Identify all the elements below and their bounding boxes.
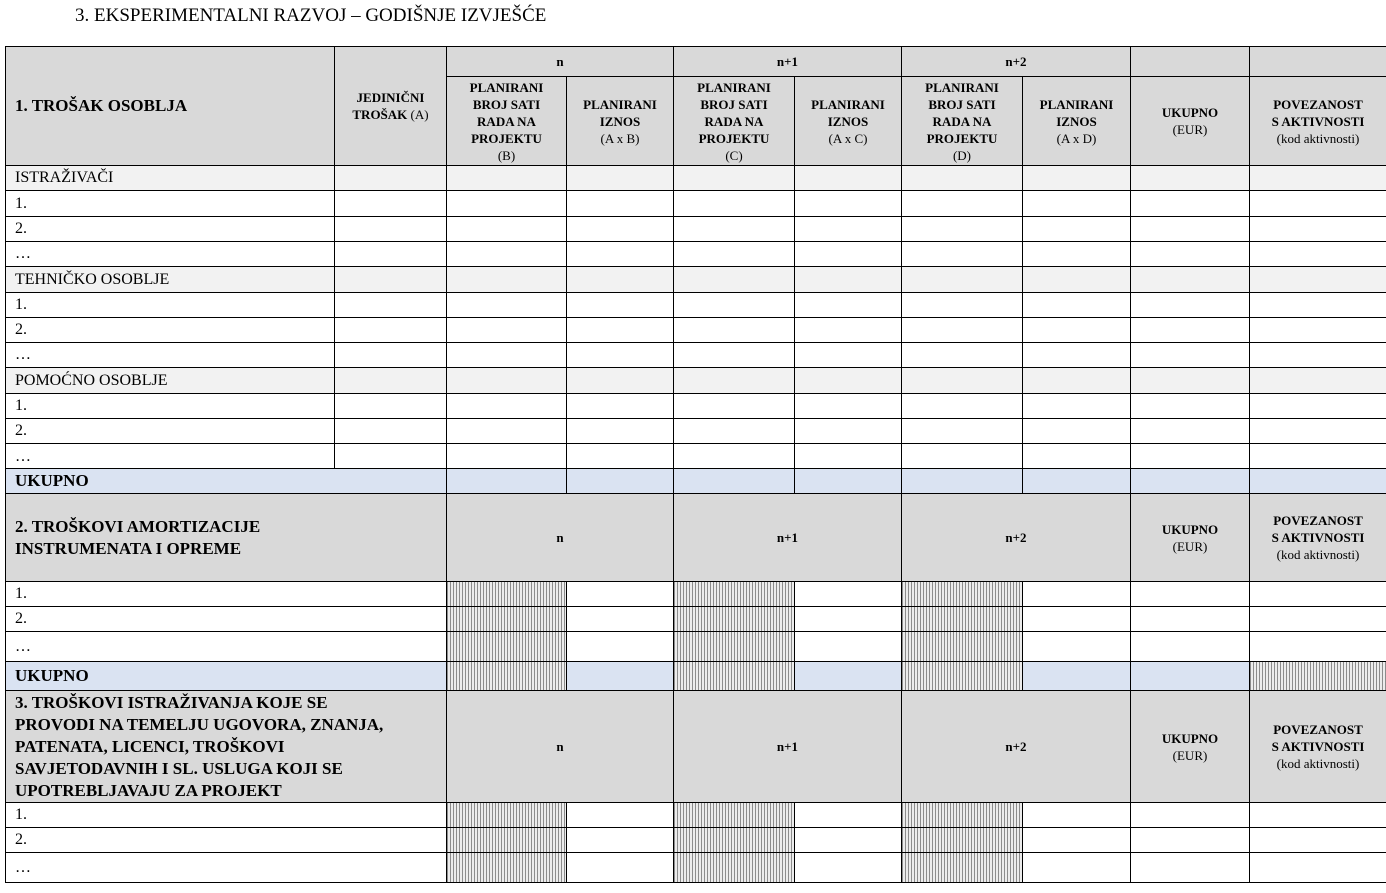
disabled-cell <box>673 606 795 632</box>
group-cell <box>901 266 1023 293</box>
group-cell <box>446 367 567 394</box>
input-cell[interactable] <box>1249 241 1386 267</box>
total-label: UKUPNO <box>1161 730 1219 746</box>
disabled-cell <box>673 802 795 828</box>
input-cell[interactable] <box>334 216 447 242</box>
total-eur-header <box>1130 493 1250 582</box>
planned-amount-label: IZNOS <box>599 113 641 129</box>
activity-link-label: S AKTIVNOSTI <box>1271 530 1365 545</box>
row-label <box>5 317 335 343</box>
group-cell <box>901 165 1023 191</box>
input-cell[interactable] <box>1022 631 1131 662</box>
input-cell[interactable] <box>901 190 1023 217</box>
input-cell[interactable] <box>1022 216 1131 242</box>
total-cell[interactable] <box>1022 468 1131 494</box>
group-cell <box>794 165 902 191</box>
disabled-cell <box>446 852 567 883</box>
planned-amount-sub: (A x B) <box>600 130 640 146</box>
disabled-cell <box>446 606 567 632</box>
input-cell[interactable] <box>566 802 674 828</box>
group-cell <box>566 165 674 191</box>
planned-hours-label: PLANIRANI <box>925 79 999 95</box>
total-unit: (EUR) <box>1172 122 1208 137</box>
input-cell[interactable] <box>334 342 447 368</box>
disabled-cell <box>673 581 795 607</box>
planned-amount-header <box>566 76 674 166</box>
planned-amount-label: IZNOS <box>827 113 869 129</box>
input-cell[interactable] <box>673 241 795 267</box>
group-cell <box>1249 165 1386 191</box>
row-label <box>5 606 447 632</box>
input-cell[interactable] <box>334 418 447 444</box>
total-cell[interactable] <box>794 661 902 691</box>
input-cell[interactable] <box>794 802 902 828</box>
disabled-cell <box>901 802 1023 828</box>
period-header-2 <box>901 493 1131 582</box>
planned-hours-sub: (D) <box>952 147 972 163</box>
activity-link-sub: (kod aktivnosti) <box>1276 756 1360 771</box>
input-cell[interactable] <box>334 317 447 343</box>
activity-link-header <box>1249 493 1386 582</box>
planned-hours-header <box>446 76 567 166</box>
input-cell[interactable] <box>1130 443 1250 470</box>
input-cell[interactable] <box>446 190 567 217</box>
activity-link-label: S AKTIVNOSTI <box>1271 739 1365 754</box>
row-number: 1. <box>15 194 27 212</box>
group-cell <box>446 165 567 191</box>
input-cell[interactable] <box>446 418 567 444</box>
input-cell[interactable] <box>901 443 1023 470</box>
total-label: UKUPNO <box>1161 105 1219 120</box>
input-cell[interactable] <box>1022 190 1131 217</box>
row-number: 2. <box>15 220 27 237</box>
row-label <box>5 241 335 267</box>
period-header-1 <box>673 493 902 582</box>
section-3-title <box>5 690 447 803</box>
row-label <box>5 443 335 470</box>
input-cell[interactable] <box>794 443 902 470</box>
group-cell <box>901 367 1023 394</box>
input-cell[interactable] <box>673 393 795 419</box>
unit-cost-label: JEDINIČNI <box>356 90 425 105</box>
planned-amount-label: PLANIRANI <box>811 96 885 112</box>
planned-hours-label: PLANIRANI <box>697 79 771 95</box>
planned-hours-label: PROJEKTU <box>471 130 542 146</box>
planned-hours-header <box>901 76 1023 166</box>
section-3-title-text: UPOTREBLJAVAJU ZA PROJEKT <box>15 780 282 800</box>
group-cell <box>673 165 795 191</box>
total-label: UKUPNO <box>1161 521 1219 537</box>
input-cell[interactable] <box>1022 606 1131 632</box>
group-cell <box>1130 266 1250 293</box>
activity-link-sub: (kod aktivnosti) <box>1276 130 1360 146</box>
period-header-0 <box>446 690 674 803</box>
activity-link-header <box>1249 76 1386 166</box>
input-cell[interactable] <box>794 581 902 607</box>
input-cell[interactable] <box>1022 241 1131 267</box>
input-cell[interactable] <box>1249 317 1386 343</box>
input-cell[interactable] <box>673 342 795 368</box>
input-cell[interactable] <box>566 317 674 343</box>
input-cell[interactable] <box>1249 852 1386 883</box>
input-cell[interactable] <box>673 292 795 318</box>
group-cell <box>334 367 447 394</box>
activity-link-header-top <box>1249 46 1386 77</box>
planned-hours-label: BROJ SATI <box>928 96 996 112</box>
disabled-cell <box>901 827 1023 853</box>
input-cell[interactable] <box>794 393 902 419</box>
input-cell[interactable] <box>794 190 902 217</box>
input-cell[interactable] <box>1130 216 1250 242</box>
input-cell[interactable] <box>1130 631 1250 662</box>
planned-amount-sub: (A x C) <box>828 130 868 146</box>
planned-amount-sub: (A x D) <box>1056 130 1097 146</box>
page-title: 3. EKSPERIMENTALNI RAZVOJ – GODIŠNJE IZVJEŠĆE <box>75 5 547 26</box>
input-cell[interactable] <box>446 216 567 242</box>
period-header-1 <box>673 46 902 77</box>
input-cell[interactable] <box>566 418 674 444</box>
input-cell[interactable] <box>334 292 447 318</box>
row-number: 2. <box>15 422 27 439</box>
row-label <box>5 418 335 444</box>
group-cell <box>334 266 447 293</box>
input-cell[interactable] <box>446 292 567 318</box>
disabled-cell <box>446 802 567 828</box>
disabled-cell <box>446 631 567 662</box>
section-3-title-text: SAVJETODAVNIH I SL. USLUGA KOJI SE <box>15 758 343 778</box>
input-cell[interactable] <box>673 190 795 217</box>
input-cell[interactable] <box>794 631 902 662</box>
unit-cost-header <box>334 46 447 166</box>
row-number: … <box>15 245 31 262</box>
input-cell[interactable] <box>901 216 1023 242</box>
total-eur-header <box>1130 690 1250 803</box>
group-cell <box>1130 367 1250 394</box>
input-cell[interactable] <box>901 393 1023 419</box>
group-cell <box>1249 266 1386 293</box>
disabled-cell <box>673 631 795 662</box>
total-cell[interactable] <box>1022 661 1131 691</box>
input-cell[interactable] <box>1022 581 1131 607</box>
row-number: 1. <box>15 806 27 823</box>
unit-cost-label: (A) <box>407 107 429 122</box>
planned-hours-header <box>673 76 795 166</box>
input-cell[interactable] <box>901 317 1023 343</box>
input-cell[interactable] <box>566 216 674 242</box>
input-cell[interactable] <box>1249 581 1386 607</box>
period-header-1 <box>673 690 902 803</box>
input-cell[interactable] <box>446 241 567 267</box>
disabled-cell <box>901 852 1023 883</box>
input-cell[interactable] <box>1249 216 1386 242</box>
row-label <box>5 190 335 217</box>
group-cell <box>794 367 902 394</box>
planned-hours-sub: (C) <box>725 147 743 163</box>
planned-hours-label: BROJ SATI <box>700 96 768 112</box>
total-text: UKUPNO <box>15 471 89 490</box>
total-cell[interactable] <box>1130 661 1250 691</box>
planned-amount-header <box>794 76 902 166</box>
disabled-cell <box>673 661 795 691</box>
total-text: UKUPNO <box>15 666 89 685</box>
section-2-title-text: 2. TROŠKOVI AMORTIZACIJE <box>15 516 261 536</box>
input-cell[interactable] <box>794 827 902 853</box>
input-cell[interactable] <box>334 241 447 267</box>
group-name: POMOĆNO OSOBLJE <box>15 371 168 389</box>
planned-hours-label: RADA NA <box>477 113 536 129</box>
planned-amount-label: PLANIRANI <box>1039 96 1114 112</box>
disabled-cell <box>1249 661 1386 691</box>
row-number: … <box>15 858 31 876</box>
disabled-cell <box>901 581 1023 607</box>
disabled-cell <box>446 581 567 607</box>
activity-link-label: S AKTIVNOSTI <box>1271 113 1365 129</box>
group-cell <box>673 367 795 394</box>
input-cell[interactable] <box>1249 393 1386 419</box>
input-cell[interactable] <box>794 852 902 883</box>
period-label: n+1 <box>776 53 799 69</box>
period-label: n <box>556 529 564 545</box>
section-3-title-text: 3. TROŠKOVI ISTRAŽIVANJA KOJE SE <box>15 692 328 712</box>
period-label: n+1 <box>776 529 799 545</box>
row-number: 1. <box>15 585 27 602</box>
input-cell[interactable] <box>673 216 795 242</box>
input-cell[interactable] <box>794 216 902 242</box>
input-cell[interactable] <box>1130 190 1250 217</box>
period-label: n <box>556 53 564 69</box>
row-number: 2. <box>15 610 27 627</box>
period-header-0 <box>446 493 674 582</box>
input-cell[interactable] <box>1130 393 1250 419</box>
disabled-cell <box>901 631 1023 662</box>
input-cell[interactable] <box>566 606 674 632</box>
input-cell[interactable] <box>1022 418 1131 444</box>
disabled-cell <box>901 661 1023 691</box>
disabled-cell <box>446 827 567 853</box>
row-label <box>5 393 335 419</box>
input-cell[interactable] <box>1130 827 1250 853</box>
row-number: … <box>15 637 31 655</box>
input-cell[interactable] <box>794 606 902 632</box>
input-cell[interactable] <box>901 418 1023 444</box>
group-cell <box>446 266 567 293</box>
input-cell[interactable] <box>794 292 902 318</box>
row-label <box>5 581 447 607</box>
row-label <box>5 342 335 368</box>
row-label <box>5 631 447 662</box>
row-number: 2. <box>15 321 27 338</box>
input-cell[interactable] <box>1130 292 1250 318</box>
disabled-cell <box>901 606 1023 632</box>
group-cell <box>673 266 795 293</box>
row-label <box>5 802 447 828</box>
row-label <box>5 852 447 883</box>
input-cell[interactable] <box>1022 827 1131 853</box>
planned-hours-label: PLANIRANI <box>469 79 544 95</box>
planned-hours-label: BROJ SATI <box>472 96 541 112</box>
section-2-total <box>5 661 447 691</box>
input-cell[interactable] <box>901 292 1023 318</box>
section-1-total <box>5 468 447 494</box>
input-cell[interactable] <box>901 241 1023 267</box>
input-cell[interactable] <box>673 418 795 444</box>
period-header-0 <box>446 46 674 77</box>
input-cell[interactable] <box>566 631 674 662</box>
input-cell[interactable] <box>901 342 1023 368</box>
planned-hours-label: RADA NA <box>932 113 992 129</box>
input-cell[interactable] <box>566 827 674 853</box>
group-cell <box>1249 367 1386 394</box>
input-cell[interactable] <box>1249 606 1386 632</box>
input-cell[interactable] <box>1249 827 1386 853</box>
input-cell[interactable] <box>794 317 902 343</box>
planned-amount-label: PLANIRANI <box>583 96 657 112</box>
input-cell[interactable] <box>566 581 674 607</box>
section-3-title-text: PROVODI NA TEMELJU UGOVORA, ZNANJA, <box>15 714 384 734</box>
planned-amount-label: IZNOS <box>1056 113 1097 129</box>
planned-hours-label: PROJEKTU <box>926 130 998 146</box>
input-cell[interactable] <box>1249 292 1386 318</box>
group-cell <box>794 266 902 293</box>
row-number: … <box>15 447 31 465</box>
total-cell[interactable] <box>566 468 674 494</box>
input-cell[interactable] <box>1130 802 1250 828</box>
planned-hours-label: RADA NA <box>704 113 764 129</box>
disabled-cell <box>673 827 795 853</box>
period-label: n+1 <box>776 738 799 754</box>
disabled-cell <box>673 852 795 883</box>
input-cell[interactable] <box>1022 852 1131 883</box>
input-cell[interactable] <box>1022 802 1131 828</box>
period-label: n+2 <box>1005 53 1027 69</box>
input-cell[interactable] <box>566 852 674 883</box>
input-cell[interactable] <box>794 342 902 368</box>
input-cell[interactable] <box>1249 418 1386 444</box>
input-cell[interactable] <box>334 443 447 470</box>
input-cell[interactable] <box>794 418 902 444</box>
total-eur-header <box>1130 76 1250 166</box>
input-cell[interactable] <box>1249 190 1386 217</box>
period-header-2 <box>901 46 1131 77</box>
input-cell[interactable] <box>566 241 674 267</box>
row-label <box>5 292 335 318</box>
input-cell[interactable] <box>1130 418 1250 444</box>
group-label <box>5 266 335 293</box>
planned-hours-sub: (B) <box>497 147 516 163</box>
row-number: 1. <box>15 397 27 414</box>
input-cell[interactable] <box>566 292 674 318</box>
total-cell[interactable] <box>901 468 1023 494</box>
total-cell[interactable] <box>446 468 567 494</box>
activity-link-label: POVEZANOST <box>1273 513 1363 528</box>
input-cell[interactable] <box>673 317 795 343</box>
group-cell <box>566 266 674 293</box>
input-cell[interactable] <box>1130 606 1250 632</box>
planned-amount-header <box>1022 76 1131 166</box>
input-cell[interactable] <box>1130 581 1250 607</box>
activity-link-label: POVEZANOST <box>1273 96 1363 112</box>
input-cell[interactable] <box>446 317 567 343</box>
period-header-2 <box>901 690 1131 803</box>
input-cell[interactable] <box>1130 852 1250 883</box>
input-cell[interactable] <box>566 393 674 419</box>
group-name: ISTRAŽIVAČI <box>15 169 114 186</box>
input-cell[interactable] <box>1022 292 1131 318</box>
total-cell[interactable] <box>1130 468 1250 494</box>
input-cell[interactable] <box>334 190 447 217</box>
input-cell[interactable] <box>1022 443 1131 470</box>
input-cell[interactable] <box>566 342 674 368</box>
period-label: n+2 <box>1005 529 1027 545</box>
input-cell[interactable] <box>446 342 567 368</box>
input-cell[interactable] <box>1130 241 1250 267</box>
activity-link-header <box>1249 690 1386 803</box>
unit-cost-label: TROŠAK <box>352 107 408 122</box>
group-name: TEHNIČKO OSOBLJE <box>15 270 170 288</box>
input-cell[interactable] <box>446 443 567 470</box>
input-cell[interactable] <box>1249 802 1386 828</box>
input-cell[interactable] <box>1249 342 1386 368</box>
total-cell[interactable] <box>566 661 674 691</box>
section-1-title-text: 1. TROŠAK OSOBLJA <box>15 96 188 115</box>
section-3-title-text: PATENATA, LICENCI, TROŠKOVI <box>15 736 285 756</box>
input-cell[interactable] <box>446 393 567 419</box>
group-label <box>5 367 335 394</box>
input-cell[interactable] <box>1130 317 1250 343</box>
section-2-title-text: INSTRUMENATA I OPREME <box>15 538 242 558</box>
group-cell <box>1130 165 1250 191</box>
total-cell[interactable] <box>673 468 795 494</box>
period-label: n+2 <box>1005 738 1027 754</box>
input-cell[interactable] <box>1130 342 1250 368</box>
input-cell[interactable] <box>566 190 674 217</box>
activity-link-sub: (kod aktivnosti) <box>1276 547 1360 562</box>
input-cell[interactable] <box>1249 631 1386 662</box>
row-label <box>5 827 447 853</box>
planned-hours-label: PROJEKTU <box>698 130 770 146</box>
input-cell[interactable] <box>1249 443 1386 470</box>
input-cell[interactable] <box>673 443 795 470</box>
group-label <box>5 165 335 191</box>
group-cell <box>1022 165 1131 191</box>
input-cell[interactable] <box>1022 393 1131 419</box>
group-cell <box>1022 367 1131 394</box>
total-eur-header-top <box>1130 46 1250 77</box>
activity-link-label: POVEZANOST <box>1273 722 1363 737</box>
input-cell[interactable] <box>1022 317 1131 343</box>
section-1-title <box>5 46 335 166</box>
group-cell <box>1022 266 1131 293</box>
group-cell <box>334 165 447 191</box>
input-cell[interactable] <box>794 241 902 267</box>
row-number: 1. <box>15 296 27 313</box>
section-2-title <box>5 493 447 582</box>
total-unit: (EUR) <box>1172 747 1208 763</box>
row-number: … <box>15 346 31 363</box>
disabled-cell <box>446 661 567 691</box>
total-cell[interactable] <box>1249 468 1386 494</box>
row-number: 2. <box>15 831 27 848</box>
total-unit: (EUR) <box>1172 538 1208 554</box>
group-cell <box>566 367 674 394</box>
period-label: n <box>556 738 564 754</box>
total-cell[interactable] <box>794 468 902 494</box>
input-cell[interactable] <box>566 443 674 470</box>
input-cell[interactable] <box>334 393 447 419</box>
input-cell[interactable] <box>1022 342 1131 368</box>
row-label <box>5 216 335 242</box>
